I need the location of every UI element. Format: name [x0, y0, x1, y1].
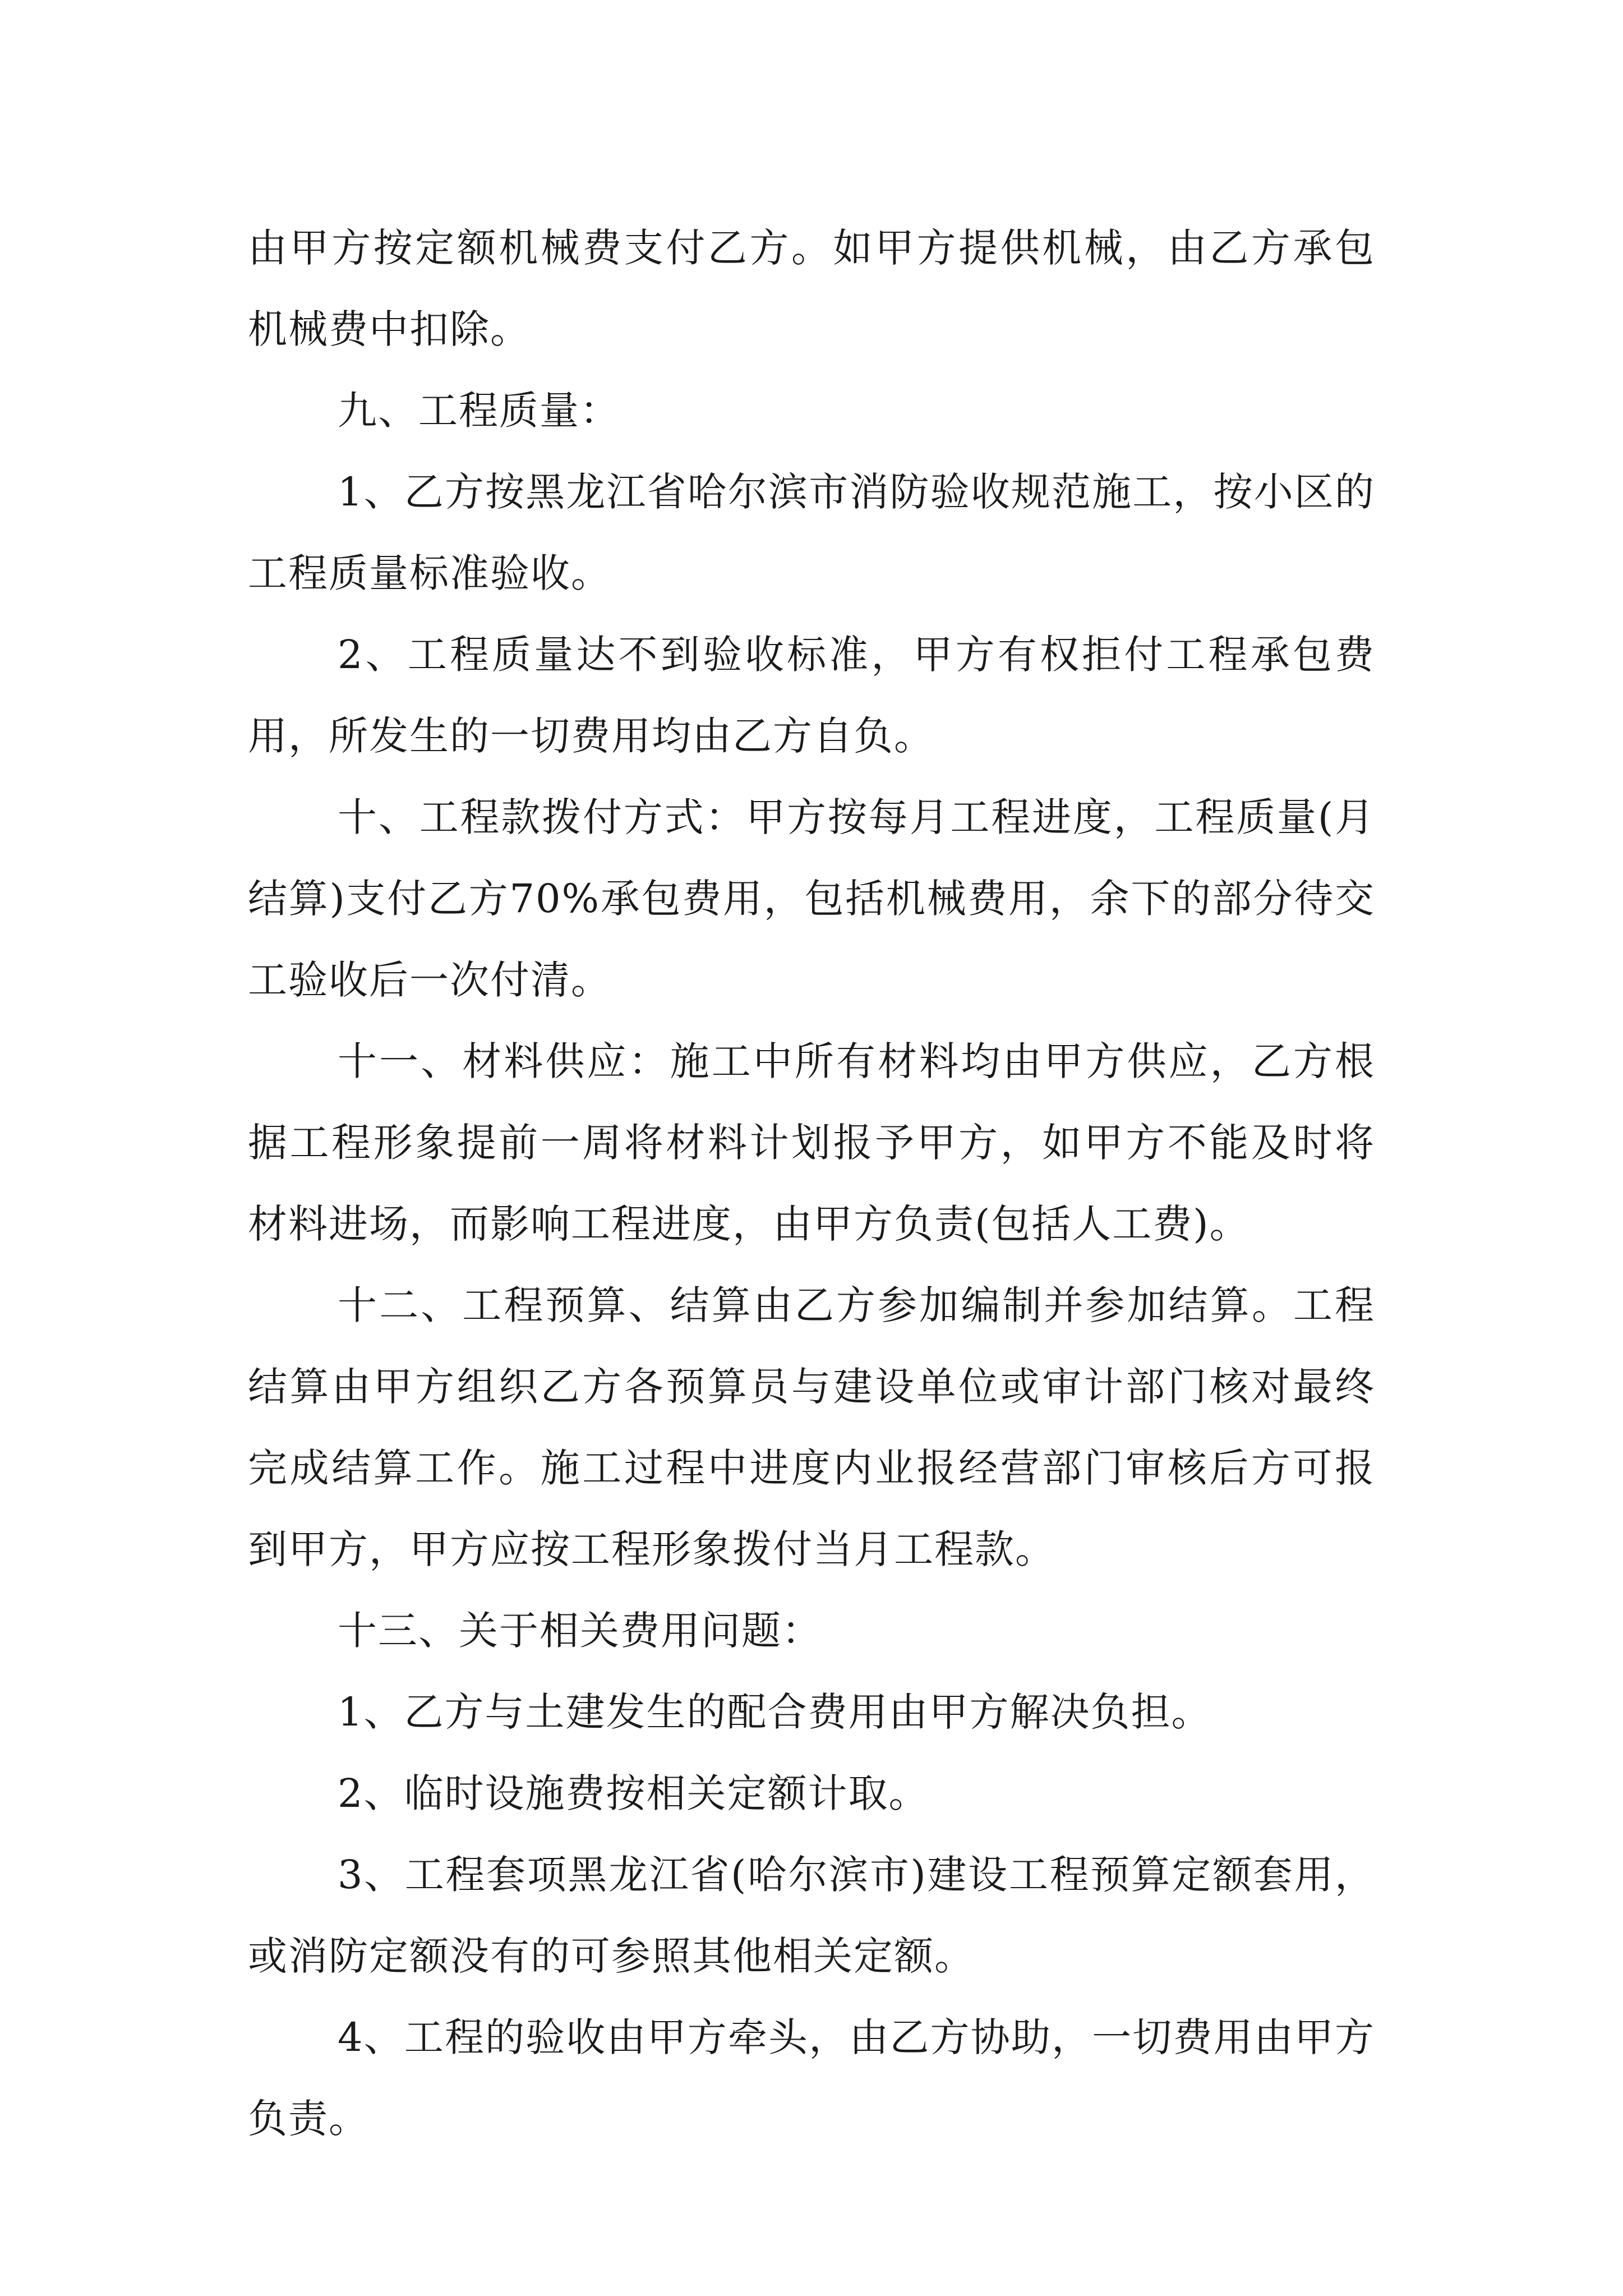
section-heading-9: 九、工程质量：: [338, 388, 620, 434]
paragraph-13-2: 2、临时设施费按相关定额计取。: [338, 1770, 929, 1816]
paragraph-10: 十、工程款拨付方式：甲方按每月工程进度，工程质量(月结算)支付乙方70%承包费用，包括机械费用，余下的部分待交工验收后一次付清。: [248, 794, 1375, 1003]
section-heading-13: 十三、关于相关费用问题：: [338, 1608, 822, 1654]
paragraph-9-1: 1、乙方按黑龙江省哈尔滨市消防验收规范施工，按小区的工程质量标准验收。: [248, 469, 1375, 596]
paragraph-13-3: 3、工程套项黑龙江省(哈尔滨市)建设工程预算定额套用，或消防定额没有的可参照其他相关定额。: [248, 1852, 1375, 1979]
paragraph-continuation: 由甲方按定额机械费支付乙方。如甲方提供机械，由乙方承包机械费中扣除。: [248, 225, 1375, 352]
document-body: [248, 208, 1375, 2160]
paragraph-11: 十一、材料供应：施工中所有材料均由甲方供应，乙方根据工程形象提前一周将材料计划报予甲方，如甲方不能及时将材料进场，而影响工程进度，由甲方负责(包括人工费)。: [248, 1038, 1375, 1247]
paragraph-13-1: 1、乙方与土建发生的配合费用由甲方解决负担。: [338, 1689, 1212, 1735]
paragraph-13-4: 4、工程的验收由甲方牵头，由乙方协助，一切费用由甲方负责。: [248, 2014, 1375, 2142]
paragraph-9-2: 2、工程质量达不到验收标准，甲方有权拒付工程承包费用，所发生的一切费用均由乙方自负。: [248, 632, 1375, 759]
paragraph-12: 十二、工程预算、结算由乙方参加编制并参加结算。工程结算由甲方组织乙方各预算员与建设单位或审计部门核对最终完成结算工作。施工过程中进度内业报经营部门审核后方可报到甲方，甲方应按工程形象拨付当月工程款。: [248, 1282, 1375, 1572]
